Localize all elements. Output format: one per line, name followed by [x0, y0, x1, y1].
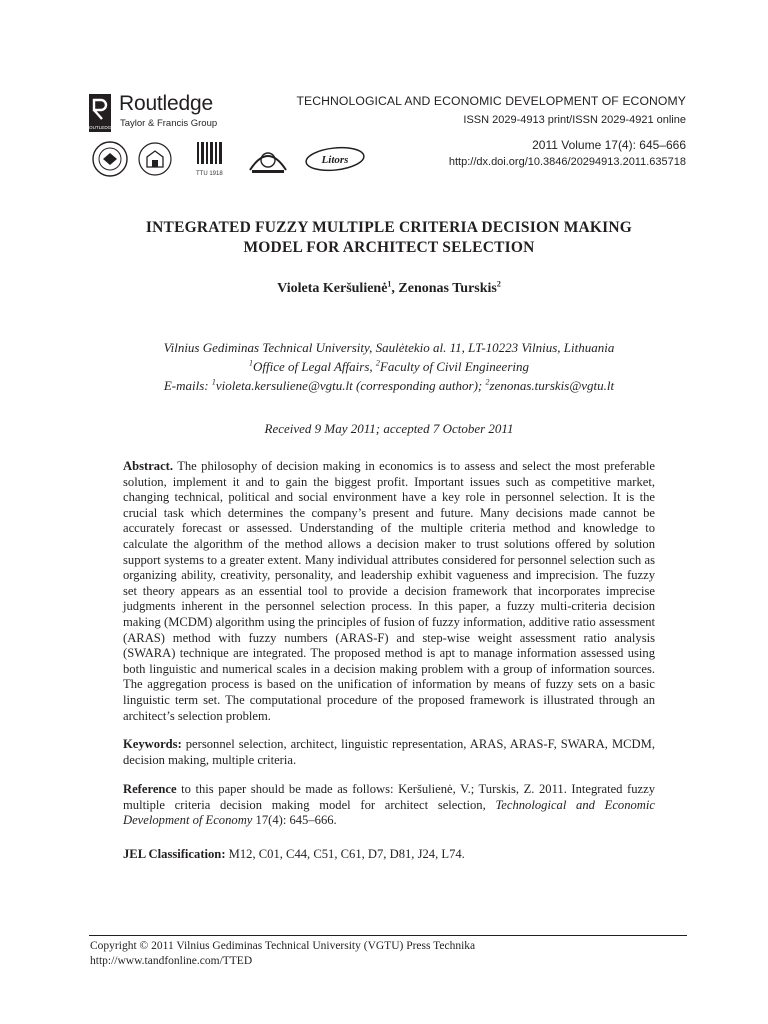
affiliation-line-1: Vilnius Gediminas Technical University, Saulėtekio al. 11, LT-10223 Vilnius, Lithuania [163, 340, 615, 355]
journal-volume: 2011 Volume 17(4): 645–666 [532, 138, 686, 152]
author-2-sup: 2 [496, 279, 501, 289]
title-line-2: MODEL FOR ARCHITECT SELECTION [243, 239, 535, 256]
keywords-text: personnel selection, architect, linguistic representation, ARAS, ARAS-F, SWARA, MCDM, decision making, multiple criteria. [123, 737, 655, 767]
jel-label: JEL Classification: [123, 847, 226, 861]
jel-classification [123, 847, 655, 863]
paper-title [90, 218, 688, 258]
author-1: Violeta Keršulienė [277, 281, 388, 296]
footer-url[interactable]: http://www.tandfonline.com/TTED [90, 955, 253, 967]
reference-tail: 17(4): 645–666. [252, 813, 337, 828]
affil-office: Office of Legal Affairs, [252, 359, 376, 374]
journal-info [296, 94, 686, 168]
affil-sup-1: 1 [248, 358, 253, 368]
doi-link[interactable]: http://dx.doi.org/10.3846/20294913.2011.635718 [448, 156, 686, 168]
author-1-sup: 1 [387, 279, 392, 289]
footer [90, 939, 475, 969]
keywords [123, 737, 655, 768]
journal-title: TECHNOLOGICAL AND ECONOMIC DEVELOPMENT OF ECONOMY [296, 94, 686, 108]
keywords-label: Keywords: [123, 737, 182, 751]
received-date: Received 9 May 2011; accepted 7 October 2011 [264, 421, 514, 436]
footer-divider [89, 935, 687, 936]
ttu-caption: TTU 1918 [196, 171, 223, 177]
abstract-label: Abstract. [123, 459, 174, 473]
publisher-group: Taylor & Francis Group [120, 118, 218, 129]
affil-faculty: Faculty of Civil Engineering [379, 359, 529, 374]
rtu-logo-icon [246, 140, 290, 178]
university-seal-icon [136, 140, 174, 178]
reference [123, 782, 655, 829]
emails-prefix: E-mails: [163, 378, 212, 393]
affiliation [90, 338, 688, 395]
reference-text: to this paper should be made as follows: Keršulienė, V.; Turskis, Z. 2011. Integrated fuzzy multiple criteria decision making model for architect selection, [123, 782, 655, 812]
copyright: Copyright © 2011 Vilnius Gediminas Technical University (VGTU) Press Technika [90, 940, 476, 952]
abstract [123, 459, 655, 724]
title-line-1: INTEGRATED FUZZY MULTIPLE CRITERIA DECISION MAKING [145, 219, 633, 236]
affiliation-line-2 [90, 357, 688, 376]
reference-journal: Technological and Economic Development of Economy [123, 797, 655, 828]
authors [90, 281, 688, 297]
jel-text: M12, C01, C44, C51, C61, D7, D81, J24, L74. [225, 847, 465, 861]
affil-sup-2: 2 [375, 358, 380, 368]
svg-text:ROUTLEDGE: ROUTLEDGE [85, 125, 115, 130]
vgtu-seal-icon [90, 140, 130, 178]
reference-label: Reference [123, 782, 177, 796]
abstract-text: The philosophy of decision making in economics is to assess and select the most preferable solution, implement it and to gain the biggest profit. Important issues such as competitive market, changing technical, political and social environment have a key role in personnel selection. It is the crucial task which determines the company’s present and future. Many decisions made cannot be accurately forecast or assessed. Understanding of the multiple criteria method and knowledge to calculate the algorithm of the method allows a decision maker to trust solutions offered by solution support systems to a greater extent. Many individual attributes considered for personnel selection such as organizing ability, creativity, personality, and leadership exhibit vagueness and imprecision. The fuzzy set theory appears as an essential tool to provide a decision framework that incorporates imprecise judgments inherent in the personnel selection process. In this paper, a fuzzy multi-criteria decision making (MCDM) algorithm using the principles of fusion of fuzzy information, additive ratio assessment (ARAS) method with fuzzy numbers (ARAS-F) and step-wise weight assessment ratio analysis (SWARA) technique are integrated. The proposed method is apt to manage information assessed using both linguistic and numerical scales in a decision making problem with a group of information sources. The aggregation process is based on the unification of information by means of fuzzy sets on a basic linguistic term set. The computational procedure of the proposed framework is illustrated through an architect’s selection problem. [123, 459, 655, 723]
email-1[interactable]: violeta.kersuliene@vgtu.lt (corresponding author); [215, 378, 486, 393]
journal-issn: ISSN 2029-4913 print/ISSN 2029-4921 online [463, 114, 686, 126]
email-sup-1: 1 [211, 377, 216, 387]
author-separator: , [391, 281, 399, 296]
author-2: Zenonas Turskis [398, 281, 497, 296]
affiliation-emails [90, 376, 688, 395]
litors-logo-text: Litors [321, 154, 349, 166]
email-2[interactable]: zenonas.turskis@vgtu.lt [489, 378, 615, 393]
email-sup-2: 2 [485, 377, 490, 387]
publisher-logo [85, 92, 239, 140]
routledge-mark-icon [85, 94, 115, 132]
publisher-name: Routledge [119, 92, 213, 115]
ttu-logo-icon [196, 140, 226, 172]
